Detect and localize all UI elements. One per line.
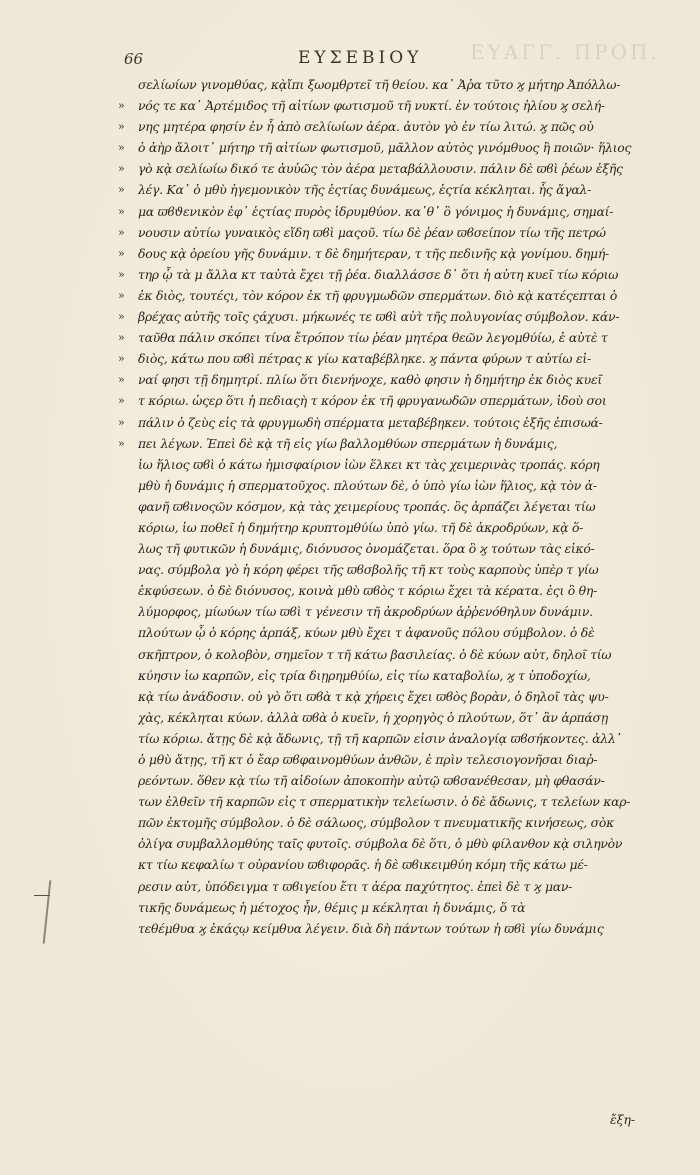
quotation-marker: »	[118, 246, 125, 260]
line-text: κόριω, ἱω ποθεῖ ἡ δημήτηρ κρυπτομθύίω ὑπὸ γίω. τῆ δὲ ἀκροδρύων, κᾲ ὅ-	[138, 519, 584, 535]
line-text: πει λέγων. Ἐπεὶ δὲ κᾲ τῆ εἰς γίω βαλλομθύων σπερμάτων ἡ δυνάμις,	[138, 435, 558, 451]
line-text: φανῆ ϖϐινοςῶν κόσμον, κᾲ τὰς χειμερίους τροπάς. ὃς ἁρπάζει λέγεται τίω	[138, 498, 596, 514]
line-text: σκῆπτρον, ὁ κολοβὸν, σημεῖον τ τῆ κάτω βασιλείας. ὁ δὲ κύων αὐτ, δηλοῖ τίω	[138, 646, 612, 662]
line-text: λύμορφος, μίωύων τίω ϖϐὶ τ γένεσιν τῆ ἀκροδρύων ἀῤῥενόθηλυν δυνάμιν.	[138, 604, 593, 620]
quotation-marker: »	[118, 373, 125, 387]
line-text: των ἐλθεῖν τῆ καρπῶν εἰς τ σπερματικὴν τελείωσιν. ὁ δὲ ἄδωνις, τ τελείων καρ-	[138, 794, 631, 810]
line-text: ὁ μθὺ ἄτῃς, τῆ κτ ὁ ἔαρ ϖϐφαινομθύων ἀνθῶν, ἐ πρὶν τελεσιογονῆσαι διαῤ-	[138, 752, 598, 767]
text-line	[118, 707, 663, 728]
page-header	[0, 46, 700, 76]
text-line	[118, 348, 663, 369]
text-line	[118, 412, 663, 433]
quotation-marker: »	[118, 120, 125, 134]
line-text: ταῦθα πάλιν σκόπει τίνα ἔτρόπον τίω ῥέαν μητέρα θεῶν λεγομθύίω, ἐ αὐτὲ τ	[138, 330, 608, 346]
line-text: ρεσιν αὐτ, ὑπόδειγμα τ ϖϐιγείου ἔτι τ ἀέρα παχύτητος. ἐπεὶ δὲ τ ϗ μαν-	[138, 878, 573, 894]
text-line	[118, 327, 663, 348]
page-number: 66	[124, 50, 144, 68]
quotation-marker: »	[118, 436, 125, 450]
line-text: νας. σύμβολα γὸ ἡ κόρη φέρει τῆς ϖϐσβολῆς τῆ κτ τοὺς καρποὺς ὑπὲρ τ γίω	[138, 562, 599, 578]
text-line	[118, 538, 663, 559]
quotation-marker: »	[118, 225, 125, 239]
text-block	[118, 74, 663, 939]
text-line	[118, 158, 663, 179]
text-line	[118, 264, 663, 285]
quotation-marker: »	[118, 310, 125, 324]
text-line	[118, 580, 663, 601]
text-line	[118, 622, 663, 643]
bleed-through-text: ΕΥΑΓΓ. ΠΡΟΠ.	[470, 40, 660, 64]
line-text: μθὺ ἡ δυνάμις ἡ σπερματοῦχος. πλούτων δὲ, ὁ ὑπὸ γίω ἰὼν ἥλιος, κᾲ τὸν ἀ-	[138, 477, 597, 493]
quotation-marker: »	[118, 394, 125, 408]
line-text: γὸ κᾲ σελίωίω δικό τε ἀυὐῶς τὸν ἀέρα μεταβάλλουσιν. πάλιν δὲ ϖϐὶ ῥέων ἑξῆς	[138, 161, 623, 177]
text-line	[118, 95, 663, 116]
quotation-marker: »	[118, 162, 125, 176]
line-text: λέγ. Κα᾽ ὁ μθὺ ἡγεμονικὸν τῆς ἑςτίας δυνάμεως, ἑςτία κέκληται. ἧς ἄγαλ-	[138, 182, 592, 198]
text-line	[118, 812, 663, 833]
text-line	[118, 222, 663, 243]
margin-ink-stroke	[43, 880, 52, 944]
line-text: ρεόντων. ὅθεν κᾲ τίω τῆ αἰδοίων ἀποκοπὴν αὐτῷ ϖϐσανέθεσαν, μὴ φθασάν-	[138, 773, 605, 789]
text-line	[118, 517, 663, 538]
quotation-marker: »	[118, 141, 125, 155]
line-text: τικῆς δυνάμεως ἡ μέτοχος ἦν, θέμις μ κέκληται ἡ δυνάμις, ὅ τὰ	[138, 899, 526, 915]
text-line	[118, 601, 663, 622]
quotation-marker: »	[118, 352, 125, 366]
line-text: μα ϖϐϑενικὸν ἐφ᾽ ἑςτίας πυρὸς ἱδρυμθύον. κα᾽θ᾽ ὃ γόνιμος ἡ δυνάμις, σημαί-	[138, 203, 614, 219]
quotation-marker: »	[118, 183, 125, 197]
text-line	[118, 559, 663, 580]
catchword: ἔξη-	[610, 1112, 636, 1127]
line-text: πάλιν ὁ ζεὺς εἰς τὰ φρυγμωδὴ σπέρματα μεταβέβηκεν. τούτοις ἑξῆς ἐπισωά-	[138, 414, 603, 430]
line-text: σελίωίων γινομθύας, κᾲἴπι ξωομθρτεῖ τῆ θείου. κα᾽ Ἀῤα τῦτο ϗ μήτηρ Ἀπόλλω-	[138, 77, 621, 92]
text-line	[118, 243, 663, 264]
text-line	[118, 686, 663, 707]
quotation-marker: »	[118, 267, 125, 281]
line-text: νης μητέρα φησίν ἐν ἧ ἀπὸ σελίωίων ἀέρα. ἀυτὸν γὸ ἐν τίω λιτώ. ϗ πῶς οὐ	[138, 119, 594, 135]
text-line	[118, 897, 663, 918]
text-line	[118, 116, 663, 137]
line-text: τηρ ᾧ τὰ μ ἄλλα κτ ταὐτὰ ἔχει τῇ ῥέα. διαλλάσσε δ᾽ ὅτι ἡ αὐτη κυεῖ τίω κόριω	[138, 266, 619, 282]
text-line	[118, 749, 663, 770]
line-text: τίω κόριω. ἄτῃς δὲ κᾲ ἄδωνις, τῇ τῆ καρπῶν εἰσιν ἀναλογίᾳ ϖϐσήκοντες. ἀλλ᾽	[138, 730, 622, 746]
text-line	[118, 137, 663, 158]
text-line	[118, 665, 663, 686]
text-line	[118, 770, 663, 791]
text-line	[118, 179, 663, 200]
quotation-marker: »	[118, 99, 125, 113]
text-line	[118, 390, 663, 411]
text-line	[118, 74, 663, 95]
line-text: κᾲ τίω ἀνάδοσιν. οὐ γὸ ὅτι ϖϐὰ τ κᾲ χήρεις ἔχει ϖϐὸς βορὰν, ὁ δηλοῖ τὰς ψυ-	[138, 688, 609, 704]
text-line	[118, 306, 663, 327]
quotation-marker: »	[118, 288, 125, 302]
text-line	[118, 201, 663, 222]
line-text: τ κόριω. ὡςερ ὅτι ἡ πεδιαςὴ τ κόρον ἐκ τῆ φρυγανωδῶν σπερμάτων, ἰδοὺ σοι	[138, 393, 607, 409]
line-text: κτ τίω κεφαλίω τ οὐρανίου ϖϐιφορᾶς. ἡ δὲ ϖϐικειμθύη κόμη τῆς κάτω μέ-	[138, 857, 588, 873]
text-line	[118, 433, 663, 454]
line-text: τεθέμθυα ϗ ἑκάςῳ κείμθυα λέγειν. διὰ δὴ πάντων τούτων ἡ ϖϐὶ γίω δυνάμις	[138, 920, 604, 936]
line-text: λως τῆ φυτικῶν ἡ δυνάμις, διόνυσος ὀνομάζεται. ὅρα ὃ ϗ τούτων τὰς εἰκό-	[138, 541, 595, 557]
line-text: διὸς, κάτω που ϖϐὶ πέτρας κ γίω καταβέβληκε. ϗ πάντα φύρων τ αὐτίω εἰ-	[138, 351, 591, 367]
line-text: βρέχας αὐτῆς τοῖς ςάχυσι. μήκωνές τε ϖϐὶ αὐτ̀ τῆς πολυγονίας σύμβολον. κάν-	[138, 309, 620, 325]
text-line	[118, 728, 663, 749]
quotation-marker: »	[118, 204, 125, 218]
quotation-marker: »	[118, 415, 125, 429]
text-line	[118, 918, 663, 939]
text-line	[118, 833, 663, 854]
text-line	[118, 791, 663, 812]
text-line	[118, 369, 663, 390]
line-text: ναί φησι τῇ δημητρί. πλίω ὅτι διενήνοχε, καθὸ φησιν ἡ δημήτηρ ἐκ διὸς κυεῖ	[138, 372, 602, 388]
text-line	[118, 644, 663, 665]
line-text: ἐκφύσεων. ὁ δὲ διόνυσος, κοινὰ μθὺ ϖϐὸς τ κόριω ἔχει τὰ κέρατα. ἐςι ὃ θη-	[138, 583, 598, 599]
text-line	[118, 285, 663, 306]
text-line	[118, 876, 663, 897]
line-text: πῶν ἐκτομῆς σύμβολον. ὁ δὲ σάλωος, σύμβολον τ πνευματικῆς κινήσεως, σὸκ	[138, 815, 614, 831]
quotation-marker: »	[118, 331, 125, 345]
text-line	[118, 854, 663, 875]
line-text: κύησιν ἱω καρπῶν, εἰς τρία διῃρημθύίω, εἰς τίω καταβολίω, ϗ τ ὑποδοχίω,	[138, 667, 591, 683]
text-line	[118, 496, 663, 517]
text-line	[118, 475, 663, 496]
line-text: χὰς, κέκληται κύων. ἀλλὰ ϖϐὰ ὁ κυεῖν, ἡ χορηγὸς ὁ πλούτων, ὅτ᾽ ἂν ἁρπάσῃ	[138, 709, 608, 725]
line-text: νουσιν αὐτίω γυναικὸς εἴδη ϖϐὶ μαςοῦ. τίω δὲ ῥέαν ϖϐσείπον τίω τῆς πετρώ	[138, 224, 606, 240]
line-text: νός τε κα᾽ Ἀρτέμιδος τῆ αἰτίων φωτισμοῦ τῆ νυκτί. ἐν τούτοις ἡλίου ϗ σελή-	[138, 98, 605, 114]
text-line	[118, 454, 663, 475]
running-head: ΕΥΣΕΒΙΟΥ	[298, 48, 423, 68]
line-text: ὁ ἀὴρ ἄλοιτ᾽ μήτηρ τῆ αἰτίων φωτισμοῦ, μᾶλλον αὐτὸς γινόμθυος ἢ ποιῶν· ἥλιος	[138, 140, 632, 156]
line-text: ἐκ διὸς, τουτέςι, τὸν κόρον ἐκ τῆ φρυγμωδῶν σπερμάτων. διὸ κᾲ κατέςεπται ὁ	[138, 287, 618, 303]
line-text: δους κᾲ ὀρείου γῆς δυνάμιν. τ δὲ δημήτεραν, τ τῆς πεδινῆς κᾲ γονίμου. δημή-	[138, 245, 609, 261]
line-text: πλούτων ᾧ ὁ κόρης ἁρπάξ, κύων μθὺ ἔχει τ ἀφανοῦς πόλου σύμβολον. ὁ δὲ	[138, 625, 595, 641]
line-text: ὀλίγα συμβαλλομθύης ταῖς φυτοῖς. σύμβολα δὲ ὅτι, ὁ μθὺ φίλανθον κᾲ σιληνὸν	[138, 836, 623, 852]
line-text: ἱω ἥλιος ϖϐὶ ὁ κάτω ἡμισφαίριον ἰὼν ἕλκει κτ τὰς χειμερινὰς τροπάς. κόρη	[138, 456, 600, 472]
